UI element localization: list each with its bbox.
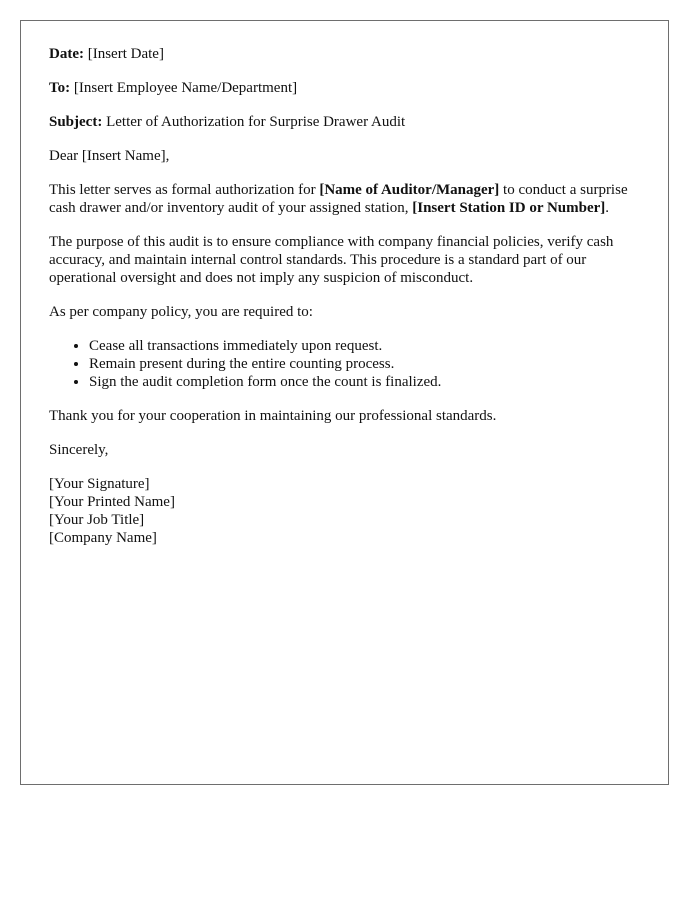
date-label: Date: (49, 46, 84, 62)
requirements-list (49, 337, 647, 391)
policy-intro: As per company policy, you are required to: (49, 304, 313, 320)
signature-block (49, 475, 647, 547)
date-line (49, 45, 647, 63)
auditor-placeholder: [Name of Auditor/Manager] (319, 182, 500, 198)
subject-label: Subject: (49, 114, 103, 130)
printed-name: [Your Printed Name] (49, 494, 175, 510)
letter-page (20, 20, 669, 785)
date-value: [Insert Date] (87, 46, 164, 62)
intro-text-1: This letter serves as formal authorization for (49, 182, 320, 198)
purpose-paragraph: The purpose of this audit is to ensure compliance with company financial policies, verify cash accuracy, and maintain internal control standards. This procedure is a standard part of our operational oversight and does not imply any suspicion of misconduct. (49, 234, 614, 286)
signature-placeholder: [Your Signature] (49, 476, 150, 492)
job-title: [Your Job Title] (49, 512, 145, 528)
company-name: [Company Name] (49, 530, 157, 546)
subject-line (49, 113, 647, 131)
thanks-paragraph: Thank you for your cooperation in maintaining our professional standards. (49, 408, 497, 424)
to-value: [Insert Employee Name/Department] (73, 80, 298, 96)
list-item: • Sign the audit completion form once the count is finalized. (89, 373, 647, 391)
intro-paragraph (49, 181, 647, 217)
subject-value: Letter of Authorization for Surprise Drawer Audit (106, 114, 406, 130)
closing: Sincerely, (49, 442, 109, 458)
intro-text-3: . (605, 200, 610, 216)
list-item: • Remain present during the entire counting process. (89, 355, 647, 373)
to-label: To: (49, 80, 71, 96)
recipient-line (49, 79, 647, 97)
station-placeholder: [Insert Station ID or Number] (412, 200, 606, 216)
salutation: Dear [Insert Name], (49, 148, 170, 164)
list-item: • Cease all transactions immediately upon request. (89, 337, 647, 355)
intro-text-2: to conduct a surprise cash drawer and/or inventory audit of your assigned station, (49, 182, 628, 216)
